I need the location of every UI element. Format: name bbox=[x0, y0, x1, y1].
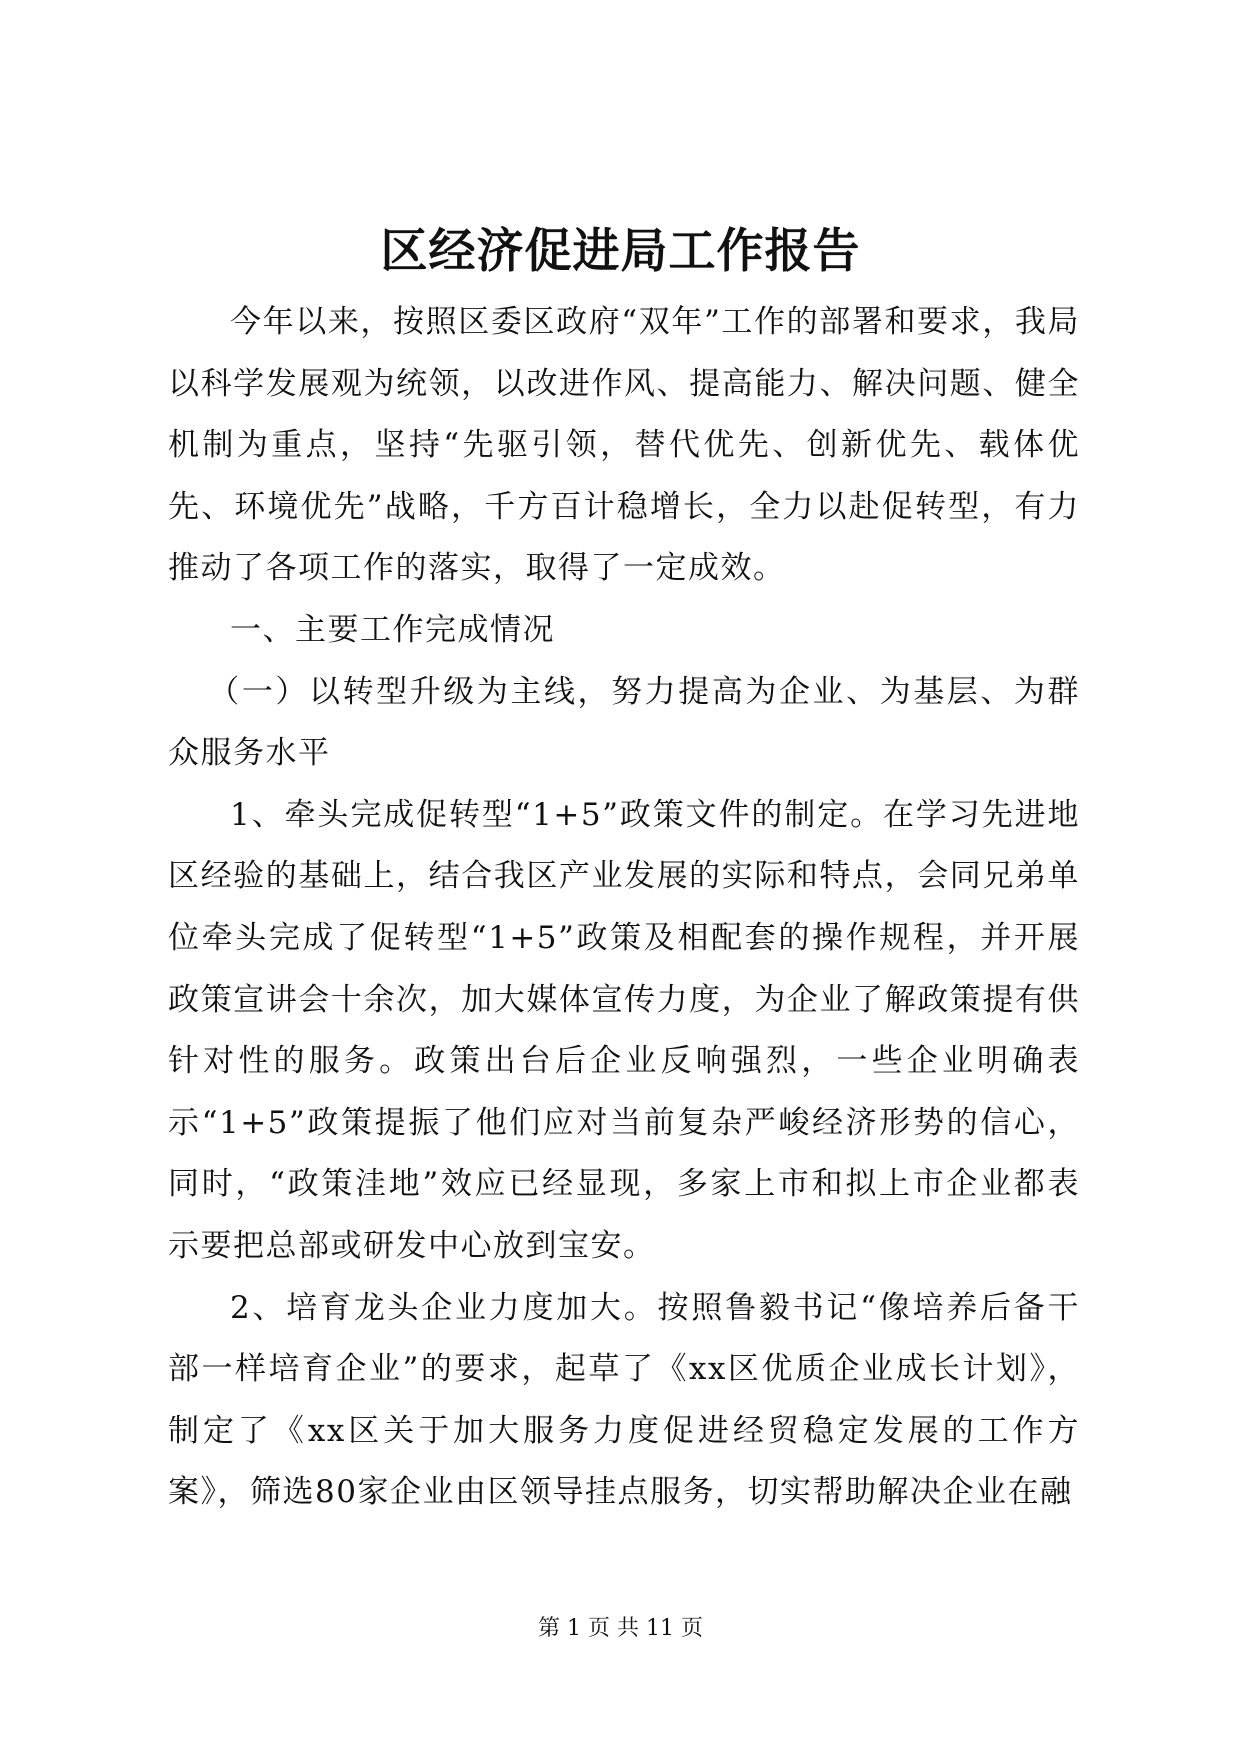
subsection-heading: （一）以转型升级为主线，努力提高为企业、为基层、为群众服务水平 bbox=[168, 673, 1080, 772]
page-number-footer: 第 1 页 共 11 页 bbox=[538, 1616, 703, 1641]
section-heading: 一、主要工作完成情况 bbox=[230, 611, 555, 648]
paragraph-item-2: 2、培育龙头企业力度加大。按照鲁毅书记“像培养后备干部一样培育企业”的要求，起草了《xx区优质企业成长计划》，制定了《xx区关于加大服务力度促进经贸稳定发展的工作方案》，筛选80家企业由区领导挂点服务，切实帮助解决企业在融 bbox=[168, 1289, 1080, 1511]
document-body bbox=[168, 292, 1080, 1524]
paragraph-item-1: 1、牵头完成促转型“1+5”政策文件的制定。在学习先进地区经验的基础上，结合我区产业发展的实际和特点，会同兄弟单位牵头完成了促转型“1+5”政策及相配套的操作规程，并开展政策宣讲会十余次，加大媒体宣传力度，为企业了解政策提有供针对性的服务。政策出台后企业反响强烈，一些企业明确表示“1+5”政策提振了他们应对当前复杂严峻经济形势的信心，同时，“政策洼地”效应已经显现，多家上市和拟上市企业都表示要把总部或研发中心放到宝安。 bbox=[168, 796, 1080, 1264]
paragraph-intro: 今年以来，按照区委区政府“双年”工作的部署和要求，我局以科学发展观为统领，以改进作风、提高能力、解决问题、健全机制为重点，坚持“先驱引领，替代优先、创新优先、载体优先、环境优先”战略，千方百计稳增长，全力以赴促转型，有力推动了各项工作的落实，取得了一定成效。 bbox=[168, 304, 1080, 587]
document-title: 区经济促进局工作报告 bbox=[380, 224, 861, 279]
